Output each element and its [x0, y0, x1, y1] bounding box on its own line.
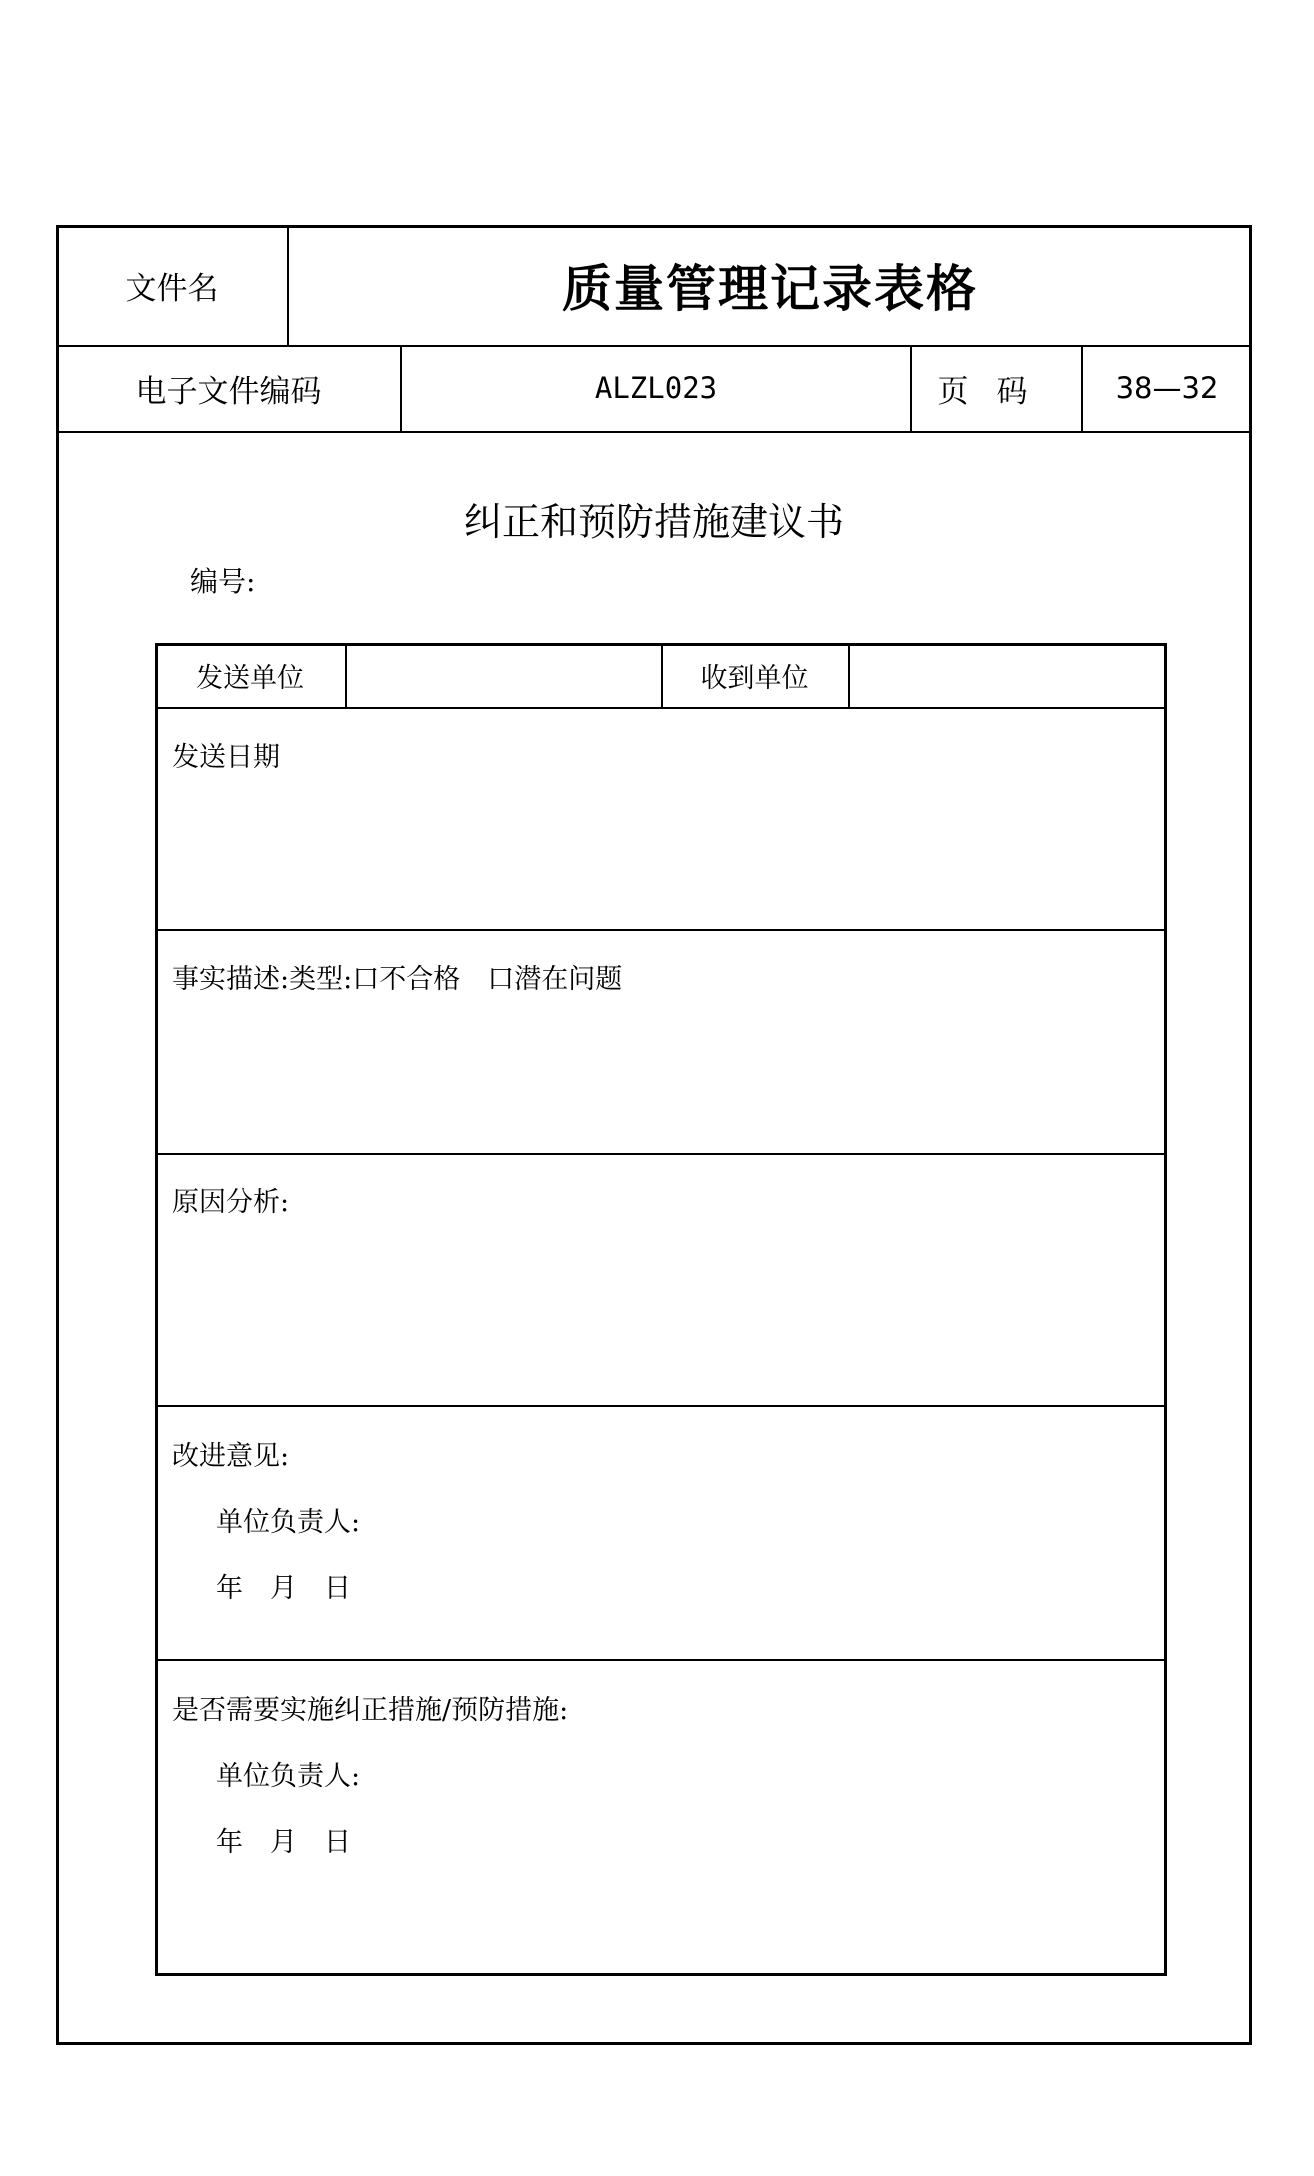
improvement-label: 改进意见:	[172, 1441, 290, 1472]
electronic-code-value: ALZL023	[594, 371, 718, 405]
cause-analysis-field[interactable]	[158, 1226, 1164, 1402]
improvement-date-label: 年 月 日	[216, 1573, 351, 1604]
header-divider-2	[56, 431, 1252, 433]
action-date-label: 年 月 日	[216, 1827, 351, 1858]
cause-analysis-label: 原因分析:	[172, 1187, 290, 1218]
action-responsible-label: 单位负责人:	[216, 1761, 361, 1792]
page-label: 页码	[937, 373, 1056, 410]
table-row-divider	[155, 707, 1167, 709]
form-title: 纠正和预防措施建议书	[463, 499, 844, 544]
send-date-label: 发送日期	[172, 742, 280, 773]
table-row-divider	[155, 929, 1167, 931]
improvement-responsible-label: 单位负责人:	[216, 1507, 361, 1538]
table-row-divider	[155, 1659, 1167, 1661]
file-name-label: 文件名	[125, 270, 219, 307]
receiver-unit-field[interactable]	[850, 645, 1164, 705]
electronic-code-label: 电子文件编码	[135, 373, 322, 410]
action-needed-label: 是否需要实施纠正措施/预防措施:	[172, 1695, 569, 1726]
receiver-unit-label: 收到单位	[700, 662, 809, 694]
sender-unit-label: 发送单位	[196, 662, 304, 694]
table-row-divider	[155, 1153, 1167, 1155]
sender-unit-field[interactable]	[347, 645, 659, 705]
document-main-title: 质量管理记录表格	[562, 260, 978, 318]
fact-description-field[interactable]	[158, 1002, 1164, 1150]
table-row-divider	[155, 1405, 1167, 1407]
send-date-field[interactable]	[158, 780, 1164, 926]
fact-description-label: 事实描述:类型:口不合格 口潜在问题	[172, 964, 623, 995]
page-value: 38—32	[1115, 371, 1219, 405]
serial-number-label: 编号:	[190, 565, 256, 598]
